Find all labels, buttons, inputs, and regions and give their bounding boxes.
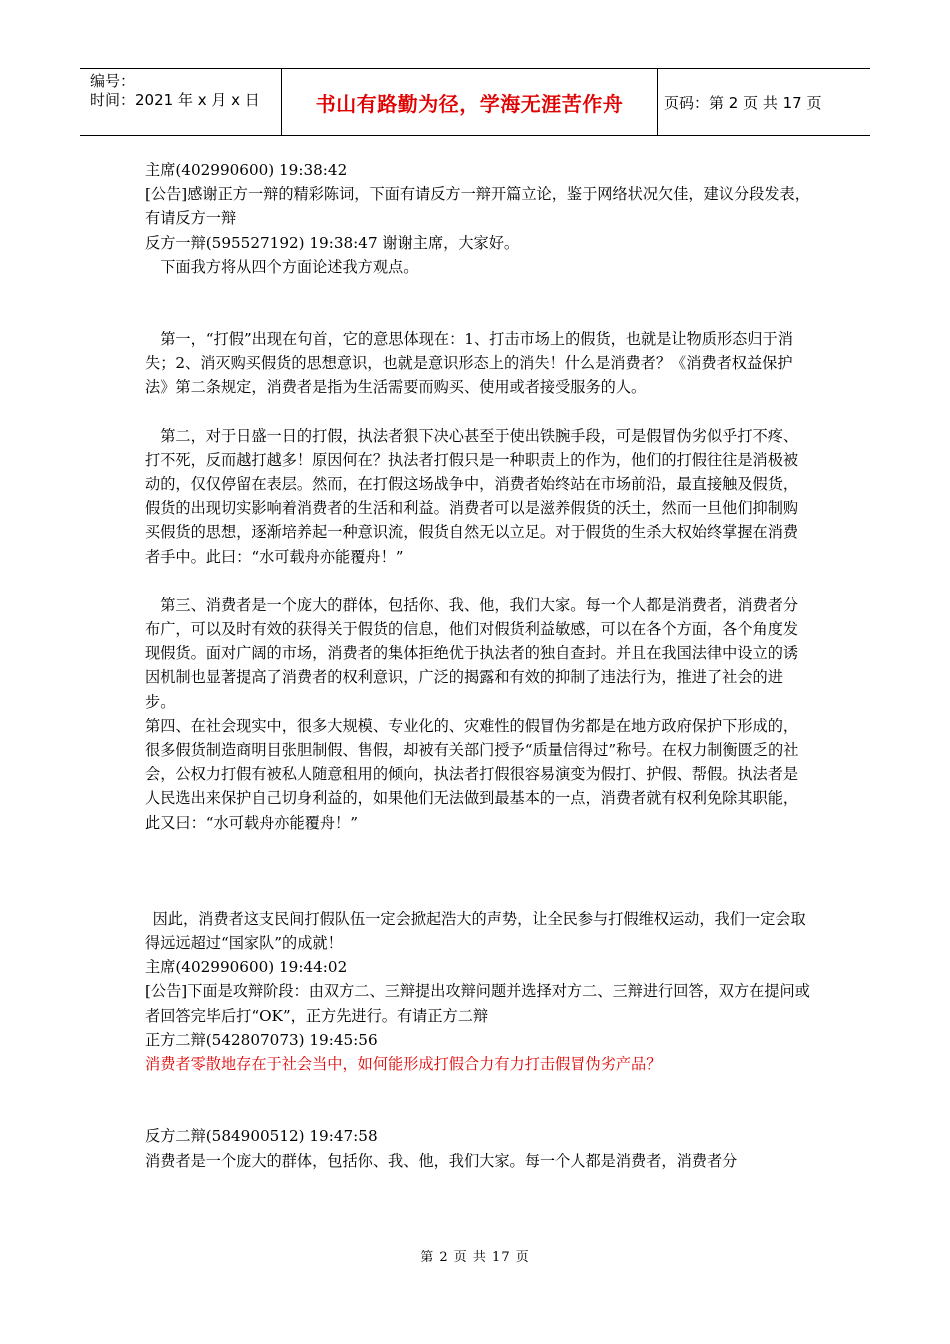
speaker-line: 正方二辩(542807073) 19:45:56	[145, 1030, 378, 1049]
announcement-paragraph: [公告]感谢正方一辩的精彩陈词，下面有请反方一辩开篇立论，鉴于网络状况欠佳，建议分段发表，有请反方一辩	[145, 185, 810, 228]
date-label: 时间：2021 年 x 月 x 日	[90, 91, 260, 109]
announcement-paragraph: [公告]下面是攻辩阶段：由双方二、三辩提出攻辩问题并选择对方二、三辩进行回答，双方在提问或者回答完毕后打“OK”，正方先进行。有请正方二辩	[145, 982, 810, 1025]
page-header	[80, 68, 870, 136]
header-page-info: 页码：第 2 页 共 17 页	[664, 93, 822, 112]
paragraph: 第二，对于日盛一日的打假，执法者狠下决心甚至于使出铁腕手段，可是假冒伪劣似乎打不疼、打不死，反而越打越多！原因何在？执法者打假只是一种职责上的作为，他们的打假往往是消极被动的，仅仅停留在表层。然而，在打假这场战争中，消费者始终站在市场前沿，最直接触及假货，假货的出现切实影响着消费者的生活和利益。消费者可以是滋养假货的沃土，然而一旦他们抑制购买假货的思想，逐渐培养起一种意识流，假货自然无以立足。对于假货的生杀大权始终掌握在消费者手中。此曰：“水可载舟亦能覆舟！”	[145, 426, 799, 566]
paragraph: 消费者是一个庞大的群体，包括你、我、他，我们大家。每一个人都是消费者，消费者分	[145, 1151, 738, 1170]
paragraph: 下面我方将从四个方面论述我方观点。	[160, 257, 419, 276]
paragraph: 第三、消费者是一个庞大的群体，包括你、我、他，我们大家。每一个人都是消费者，消费者分布广，可以及时有效的获得关于假货的信息，他们对假货利益敏感，可以在各个方面，各个角度发现假货。面对广阔的市场，消费者的集体拒绝优于执法者的独自查封。并且在我国法律中设立的诱因机制也显著提高了消费者的权利意识，广泛的揭露和有效的抑制了违法行为，推进了社会的进步。	[145, 595, 799, 711]
paragraph: 第四、在社会现实中，很多大规模、专业化的、灾难性的假冒伪劣都是在地方政府保护下形成的，很多假货制造商明目张胆制假、售假，却被有关部门授予“质量信得过”称号。在权力制衡匮乏的社会，公权力打假有被私人随意租用的倾向，执法者打假很容易演变为假打、护假、帮假。执法者是人民选出来保护自己切身利益的，如果他们无法做到最基本的一点，消费者就有权利免除其职能，此又曰：“水可载舟亦能覆舟！”	[145, 716, 799, 832]
speaker-line: 反方一辩(595527192) 19:38:47 谢谢主席，大家好。	[145, 233, 520, 252]
paragraph: 因此，消费者这支民间打假队伍一定会掀起浩大的声势，让全民参与打假维权运动，我们一定会取得远远超过“国家队”的成就！	[145, 909, 806, 953]
speaker-line: 反方二辩(584900512) 19:47:58	[145, 1127, 378, 1146]
paragraph: 第一，“打假”出现在句首，它的意思体现在：1、打击市场上的假货，也就是让物质形态归于消失；2、消灭购买假货的思想意识，也就是意识形态上的消失！什么是消费者？《消费者权益保护法》第二条规定，消费者是指为生活需要而购买、使用或者接受服务的人。	[145, 330, 793, 397]
speaker-line: 主席(402990600) 19:38:42	[145, 161, 348, 179]
document-body	[145, 158, 813, 1173]
question-paragraph: 消费者零散地存在于社会当中，如何能形成打假合力有力打击假冒伪劣产品？	[145, 1055, 662, 1074]
header-meta-cell	[80, 69, 282, 135]
header-motto: 书山有路勤为径，学海无涯苦作舟	[282, 69, 658, 135]
speaker-line: 主席(402990600) 19:44:02	[145, 958, 348, 977]
serial-number-label: 编号：	[90, 72, 136, 90]
page-footer: 第 2 页 共 17 页	[420, 1250, 530, 1265]
